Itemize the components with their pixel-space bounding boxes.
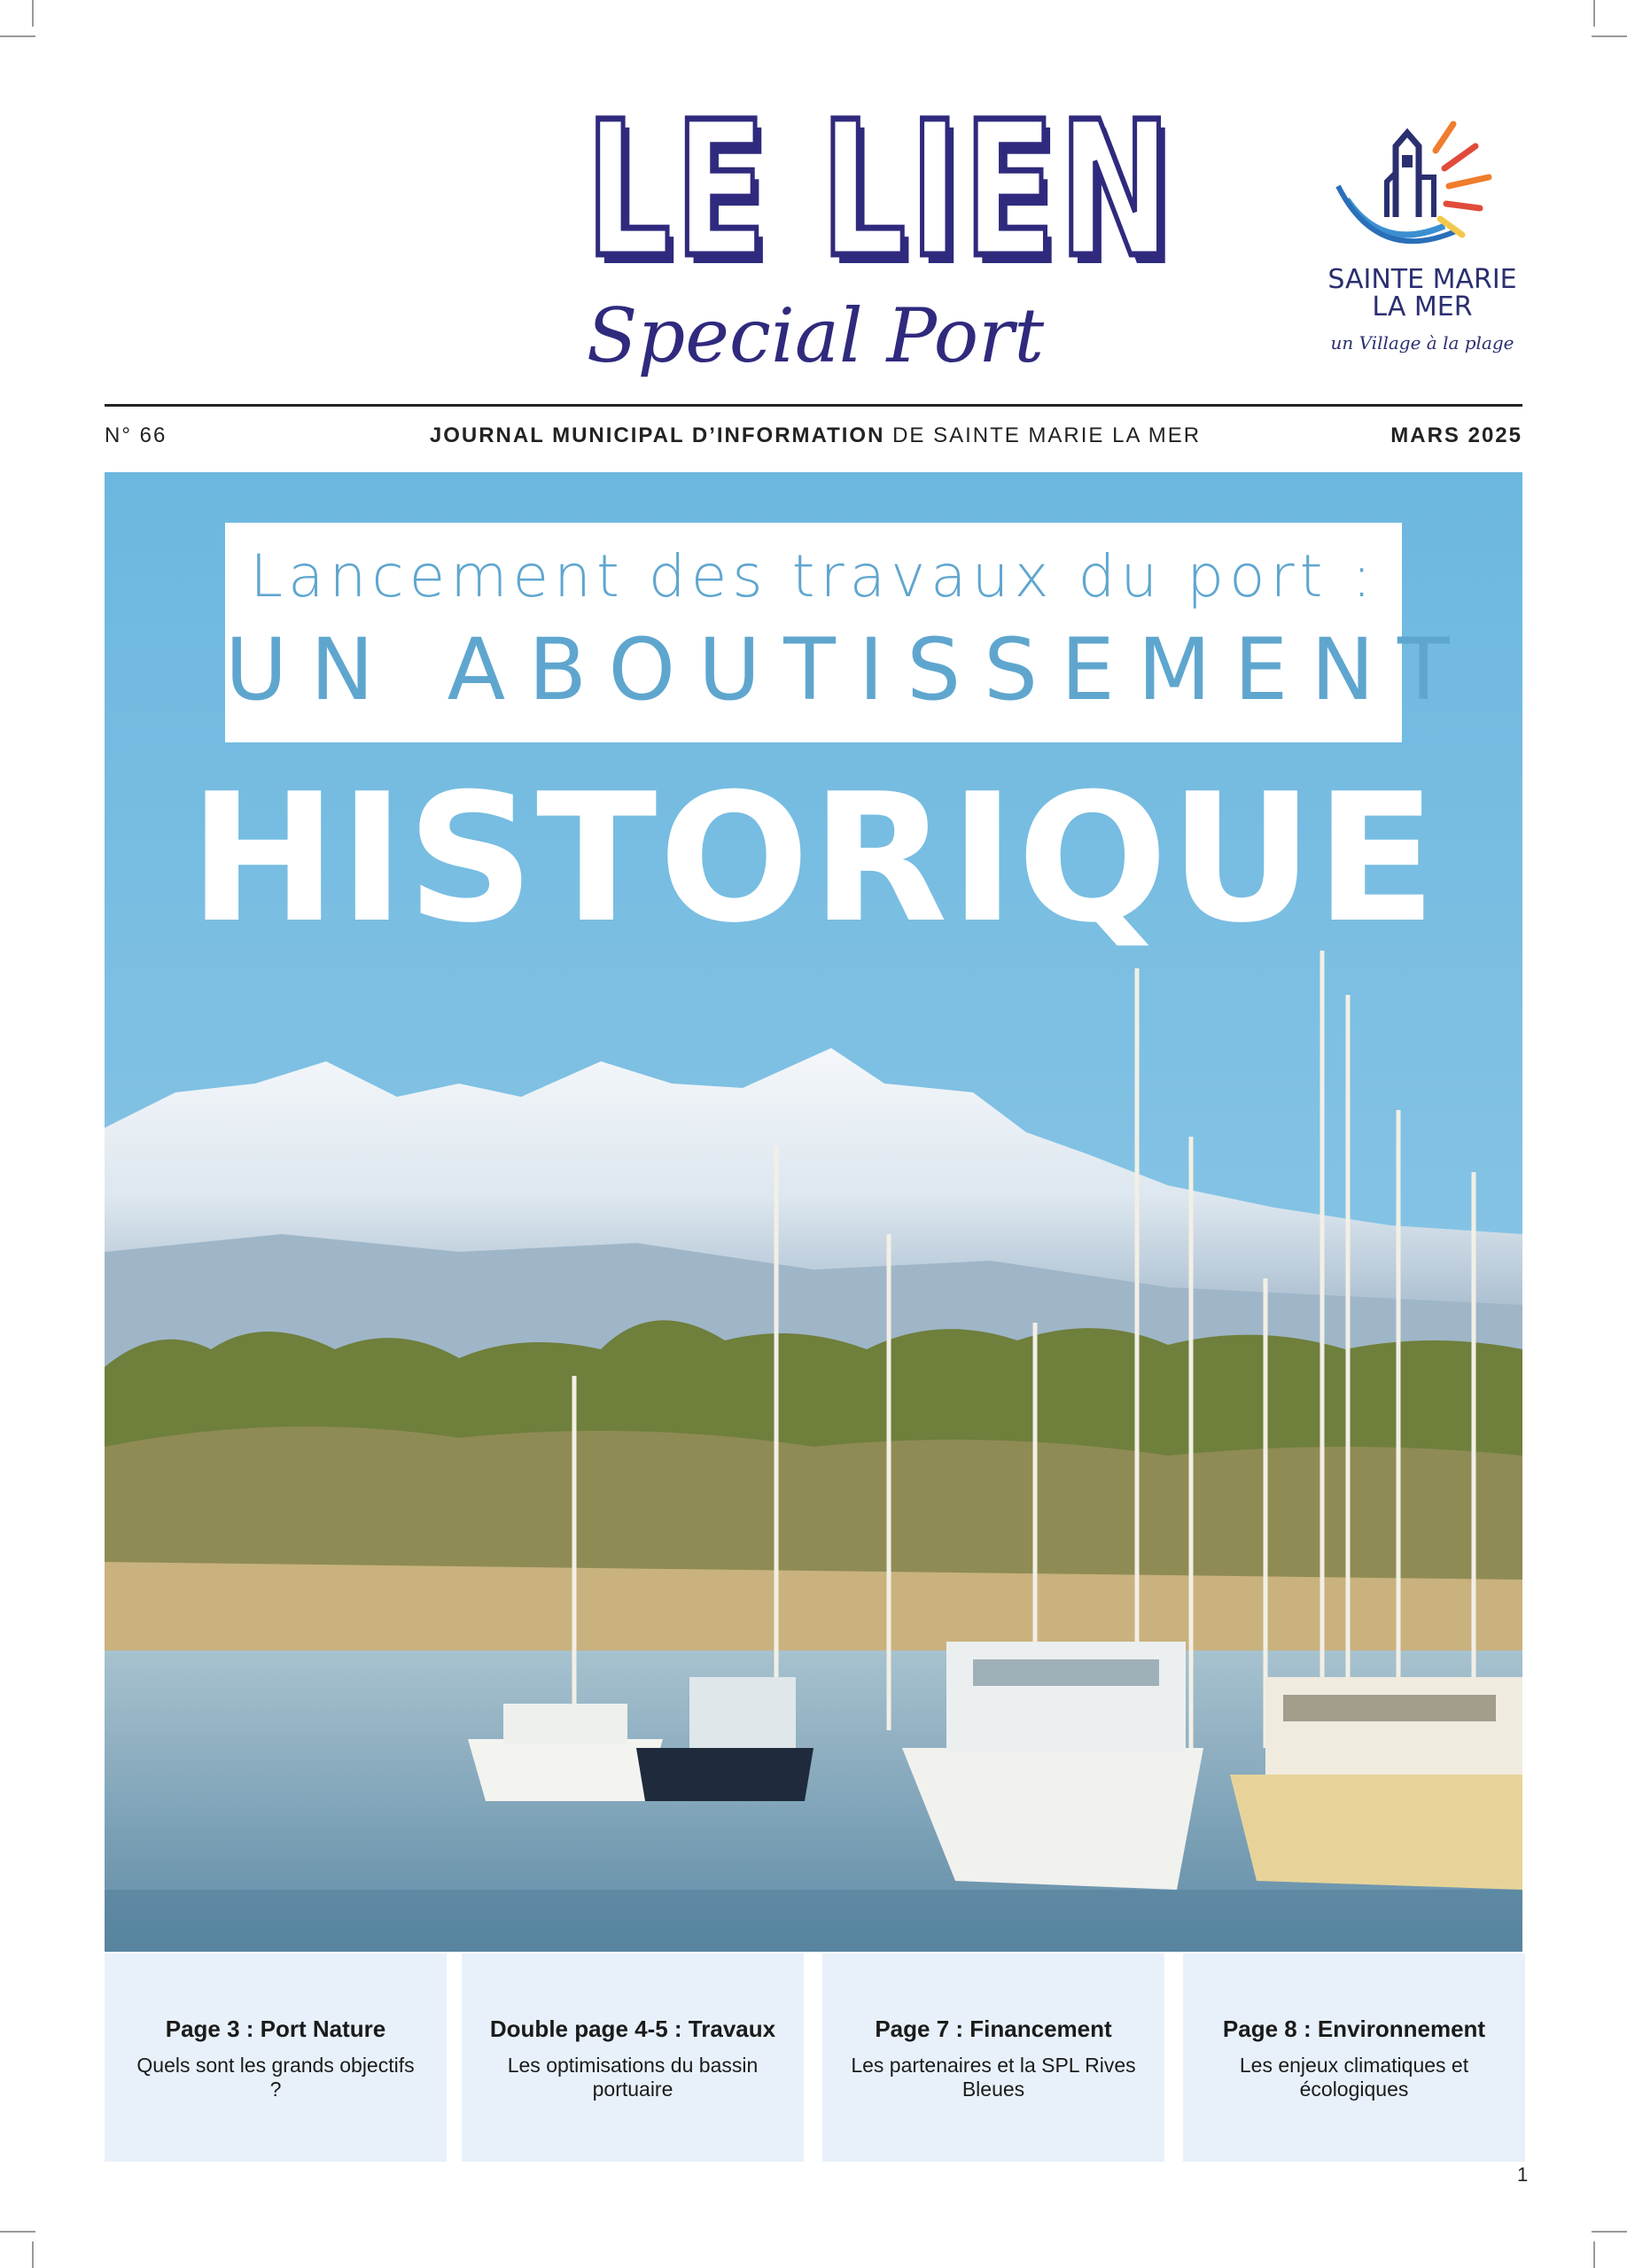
town-logo <box>1312 84 1533 377</box>
feature-title: Double page 4-5 : Travaux <box>489 2016 776 2042</box>
town-name <box>1312 266 1533 321</box>
journal-description <box>390 423 1241 459</box>
feature-box-environnement[interactable] <box>1183 1953 1525 2162</box>
crop-mark <box>1593 0 1595 27</box>
feature-text: Les optimisations du bassin portuaire <box>507 2054 759 2101</box>
headline-line-3: HISTORIQUE <box>189 756 1438 962</box>
crop-mark <box>1593 2241 1595 2268</box>
feature-text: Quels sont les grands objectifs ? <box>136 2054 415 2101</box>
issue-date: MARS 2025 <box>1390 423 1522 447</box>
journal-town: DE SAINTE MARIE LA MER <box>884 423 1202 447</box>
headline-line-2: UN ABOUTISSEMENT <box>225 620 1473 719</box>
town-name-line1: SAINTE MARIE <box>1327 264 1517 295</box>
feature-text: Les partenaires et la SPL Rives Bleues <box>851 2054 1136 2101</box>
feature-box-travaux[interactable] <box>462 1953 804 2162</box>
masthead-subtitle: Special Port <box>586 292 1045 379</box>
town-emblem-icon <box>1312 84 1533 261</box>
crop-mark <box>32 2241 34 2268</box>
cover-photo <box>105 472 1522 1952</box>
headline-line-1: Lancement des travaux du port : <box>250 542 1377 610</box>
headline-box <box>225 523 1473 742</box>
feature-title: Page 3 : Port Nature <box>165 2016 386 2042</box>
feature-text: Les enjeux climatiques et écologiques <box>1239 2054 1469 2101</box>
town-tagline: un Village à la plage <box>1330 332 1514 353</box>
masthead-title: LE LIEN <box>585 82 1175 299</box>
feature-box-port-nature[interactable] <box>105 1953 447 2162</box>
feature-title: Page 7 : Financement <box>875 2016 1112 2042</box>
crop-mark <box>32 0 34 27</box>
crop-mark <box>1592 35 1627 37</box>
feature-title: Page 8 : Environnement <box>1222 2016 1486 2042</box>
journal-name: JOURNAL MUNICIPAL D’INFORMATION <box>429 423 885 447</box>
feature-box-financement[interactable] <box>822 1953 1164 2162</box>
issue-number: N° 66 <box>105 423 167 447</box>
header-rule <box>105 404 1522 407</box>
crop-mark <box>0 35 35 37</box>
town-name-line2: LA MER <box>1372 291 1473 322</box>
crop-mark <box>0 2231 35 2233</box>
crop-mark <box>1592 2231 1627 2233</box>
page-number: 1 <box>1517 2163 1529 2186</box>
